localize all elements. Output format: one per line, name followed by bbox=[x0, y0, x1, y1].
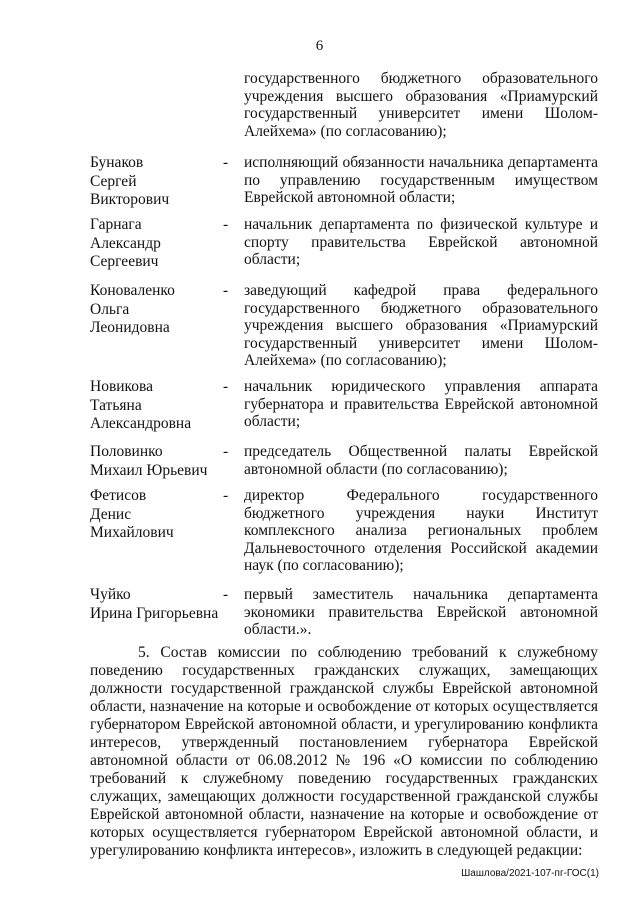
member-position: начальник юридического управления аппарата губернатора и правительства Еврейской автономной области; bbox=[244, 378, 598, 430]
member-position: исполняющий обязанности начальника департамента по управлению государственным имуществом Еврейской автономной области; bbox=[244, 154, 598, 206]
member-position: начальник департамента по физической культуре и спорту правительства Еврейской автономной области; bbox=[244, 216, 598, 268]
member-name: Новикова Татьяна Александровна bbox=[90, 378, 192, 432]
member-name: Фетисов Денис Михайлович bbox=[90, 487, 174, 541]
paragraph-5: 5. Состав комиссии по соблюдению требований к служебному поведению государственных гражданских служащих, замещающих должности государственной гражданской службы Еврейской автономной области, назначение на которые и освобождение от которых осуществляется губернатором Еврейской автономной области, и урегулированию конфликта интересов, утвержденный постановлением губернатора Еврейской автономной области от 06.08.2012 № 196 «О комиссии по соблюдению требований к служебному поведению государственных гражданских служащих, замещающих должности государственной гражданской службы Еврейской автономной области, назначение на которые и освобождение от которых осуществляется губернатором Еврейской автономной области, и урегулированию конфликта интересов», изложить в следующей редакции: bbox=[90, 644, 598, 859]
page-number: 6 bbox=[315, 38, 324, 54]
continuation-text: государственного бюджетного образовательного учреждения высшего образования «Приамурский государственный университет имени Шолом-Алейхема» (по согласованию); bbox=[244, 70, 598, 140]
dash: - bbox=[223, 154, 229, 171]
dash: - bbox=[223, 487, 229, 504]
dash: - bbox=[223, 586, 229, 603]
member-name: Половинко Михаил Юрьевич bbox=[90, 443, 208, 479]
member-position: первый заместитель начальника департамента экономики правительства Еврейской автономной области.». bbox=[244, 586, 598, 638]
dash: - bbox=[223, 378, 229, 395]
member-position: председатель Общественной палаты Еврейской автономной области (по согласованию); bbox=[244, 443, 598, 478]
document-code: Шашлова/2021-107-пг-ГОС(1) bbox=[461, 868, 599, 879]
member-name: Коноваленко Ольга Леонидовна bbox=[90, 282, 175, 336]
dash: - bbox=[223, 282, 229, 299]
member-name: Бунаков Сергей Викторович bbox=[90, 154, 170, 208]
member-name: Гарнага Александр Сергеевич bbox=[90, 216, 161, 270]
member-position: директор Федерального государственного бюджетного учреждения науки Институт комплексного анализа региональных проблем Дальневосточного отделения Российской академии наук (по согласованию); bbox=[244, 487, 598, 574]
dash: - bbox=[223, 216, 229, 233]
member-name: Чуйко Ирина Григорьевна bbox=[90, 586, 219, 622]
member-position: заведующий кафедрой права федерального государственного бюджетного образовательного учреждения высшего образования «Приамурский государственный университет имени Шолом-Алейхема» (по согласованию); bbox=[244, 282, 598, 369]
dash: - bbox=[223, 443, 229, 460]
